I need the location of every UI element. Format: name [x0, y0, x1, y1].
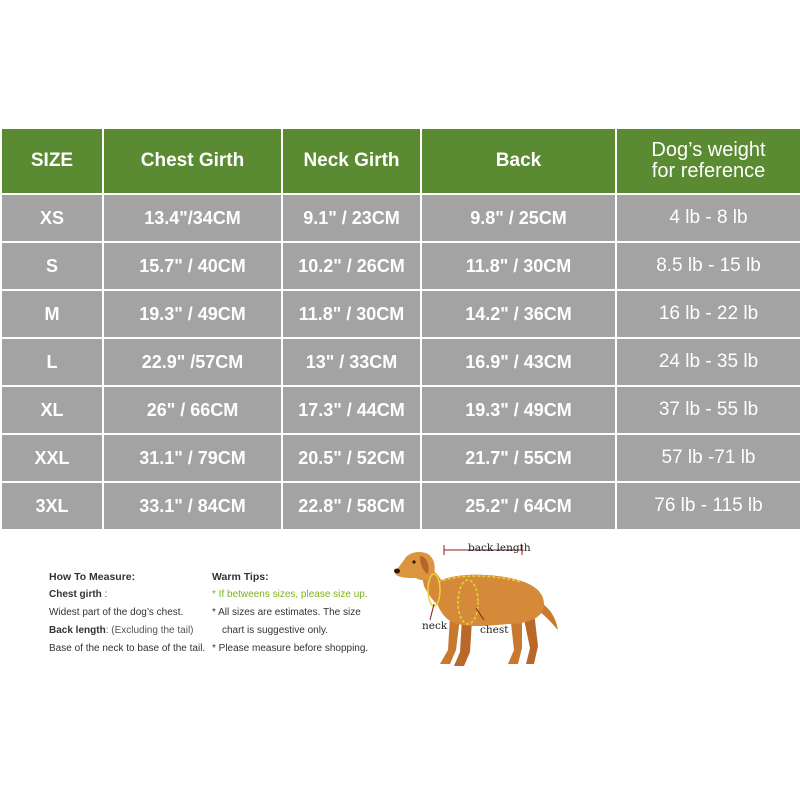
- cell-chest: 15.7" / 40CM: [103, 242, 282, 290]
- cell-neck: 9.1" / 23CM: [282, 194, 421, 242]
- cell-neck: 13" / 33CM: [282, 338, 421, 386]
- cell-size: M: [1, 290, 103, 338]
- cell-size: 3XL: [1, 482, 103, 530]
- table-row: [1, 242, 800, 290]
- tip-estimates-line1: * All sizes are estimates. The size: [212, 607, 361, 618]
- dog-head: [395, 552, 435, 580]
- dog-eye: [412, 560, 415, 563]
- back-length-desc: Base of the neck to base of the tail.: [49, 643, 206, 654]
- cell-weight: 24 lb - 35 lb: [616, 338, 800, 386]
- cell-size: S: [1, 242, 103, 290]
- size-chart-table: [0, 127, 800, 531]
- chest-label: chest: [480, 624, 509, 636]
- cell-size: L: [1, 338, 103, 386]
- cell-neck: 17.3" / 44CM: [282, 386, 421, 434]
- cell-weight: 76 lb - 115 lb: [616, 482, 800, 530]
- cell-weight: 16 lb - 22 lb: [616, 290, 800, 338]
- cell-chest: 31.1" / 79CM: [103, 434, 282, 482]
- header-dog-weight: [616, 128, 800, 194]
- table-header-row: [1, 128, 800, 194]
- chest-girth-suffix: :: [101, 589, 108, 600]
- tip-size-up: * If betweens sizes, please size up.: [212, 589, 368, 600]
- dog-body: [434, 575, 544, 626]
- chest-girth-label: Chest girth: [49, 589, 102, 600]
- warm-tips-section: [212, 568, 392, 658]
- header-neck-girth: Neck Girth: [282, 128, 421, 194]
- back-length-label: back length: [468, 542, 531, 554]
- header-chest-girth: Chest Girth: [103, 128, 282, 194]
- cell-chest: 19.3" / 49CM: [103, 290, 282, 338]
- chest-girth-desc: Widest part of the dog’s chest.: [49, 607, 184, 618]
- header-dog-weight-line1: Dog’s weight: [651, 139, 766, 161]
- how-to-measure-heading: How To Measure:: [49, 571, 136, 583]
- cell-chest: 26" / 66CM: [103, 386, 282, 434]
- how-to-measure-section: [49, 568, 219, 658]
- cell-size: XL: [1, 386, 103, 434]
- cell-neck: 20.5" / 52CM: [282, 434, 421, 482]
- header-dog-weight-line2: for reference: [651, 160, 766, 182]
- cell-neck: 22.8" / 58CM: [282, 482, 421, 530]
- back-length-label: Back length: [49, 625, 106, 636]
- cell-back: 19.3" / 49CM: [421, 386, 616, 434]
- tip-estimates-line2: chart is suggestive only.: [222, 625, 328, 636]
- cell-chest: 33.1" / 84CM: [103, 482, 282, 530]
- back-length-line: [49, 622, 219, 640]
- tip-measure-before: * Please measure before shopping.: [212, 643, 369, 654]
- cell-back: 25.2" / 64CM: [421, 482, 616, 530]
- cell-back: 14.2" / 36CM: [421, 290, 616, 338]
- header-back: Back: [421, 128, 616, 194]
- cell-back: 16.9" / 43CM: [421, 338, 616, 386]
- table-row: [1, 482, 800, 530]
- cell-back: 11.8" / 30CM: [421, 242, 616, 290]
- dog-nose: [394, 569, 400, 574]
- cell-weight: 8.5 lb - 15 lb: [616, 242, 800, 290]
- table-row: [1, 194, 800, 242]
- cell-neck: 11.8" / 30CM: [282, 290, 421, 338]
- table-row: [1, 434, 800, 482]
- header-size: SIZE: [1, 128, 103, 194]
- table-row: [1, 290, 800, 338]
- cell-weight: 4 lb - 8 lb: [616, 194, 800, 242]
- cell-chest: 13.4"/34CM: [103, 194, 282, 242]
- cell-weight: 37 lb - 55 lb: [616, 386, 800, 434]
- cell-weight: 57 lb -71 lb: [616, 434, 800, 482]
- neck-pointer: [430, 604, 434, 620]
- cell-back: 9.8" / 25CM: [421, 194, 616, 242]
- table-row: [1, 338, 800, 386]
- cell-chest: 22.9" /57CM: [103, 338, 282, 386]
- warm-tips-heading: Warm Tips:: [212, 571, 269, 583]
- neck-label: neck: [422, 620, 448, 632]
- cell-size: XS: [1, 194, 103, 242]
- dog-illustration: [390, 538, 570, 670]
- back-length-suffix: : (Excluding the tail): [105, 625, 194, 636]
- table-row: [1, 386, 800, 434]
- dog-measurement-diagram: [390, 538, 570, 670]
- cell-size: XXL: [1, 434, 103, 482]
- cell-back: 21.7" / 55CM: [421, 434, 616, 482]
- cell-neck: 10.2" / 26CM: [282, 242, 421, 290]
- chest-girth-line: [49, 586, 219, 604]
